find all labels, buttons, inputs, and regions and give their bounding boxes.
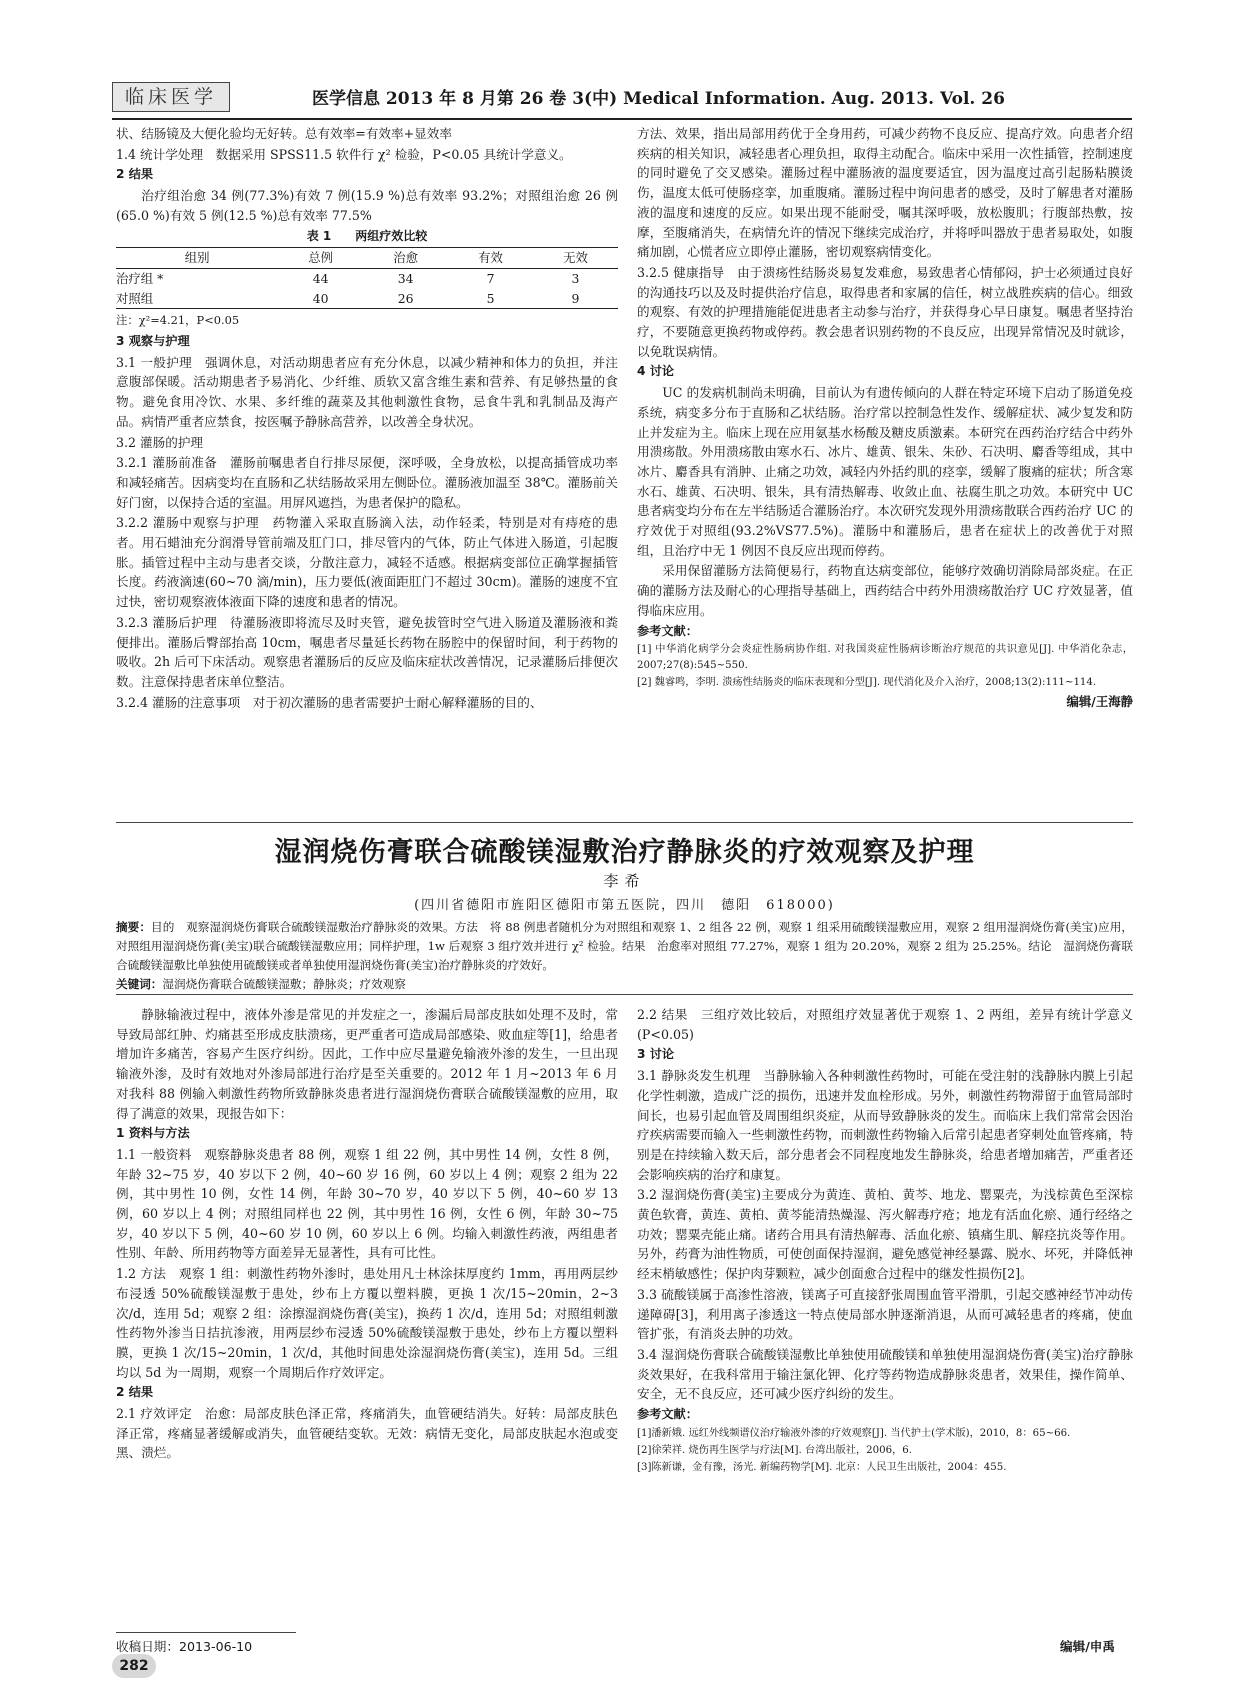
reference-item: [1]潘新娥. 远红外线频谱仪治疗输液外渗的疗效观察[J]. 当代护士(学术版)，2010，8：65~66. <box>637 1427 1071 1439</box>
table-row <box>116 268 618 288</box>
article2-column-right <box>637 1005 1133 1477</box>
paragraph-stats: 1.4 统计学处理 数据采用 SPSS11.5 软件行 χ² 检验，P<0.05 具统计学意义。 <box>116 146 572 162</box>
section-heading-discussion: 3 讨论 <box>637 1047 675 1062</box>
section-heading-results: 2 结果 <box>116 1385 154 1400</box>
editor-credit: 编辑/申禹 <box>1060 1639 1115 1654</box>
article-title: 湿润烧伤膏联合硫酸镁湿敷治疗静脉炎的疗效观察及护理 <box>274 837 975 868</box>
paragraph-3-2-2: 3.2.2 灌肠中观察与护理 药物灌入采取直肠滴入法，动作轻柔，特别是对有痔疮的患者。用石蜡油充分润滑导管前端及肛门口，排尽管内的气体，防止气体进入肠道，引起腹胀。插管过程中主动与患者交谈，分散注意力，减轻不适感。根据病变部位正确掌握插管长度。药液滴速(60~70 滴/min)，压力要低(液面距肛门不超过 30cm)。灌肠的速度不宜过快，密切观察液体液面下降的速度和患者的情况。 <box>116 515 618 610</box>
journal-citation: 医学信息 2013 年 8 月第 26 卷 3(中) Medical Information. Aug. 2013. Vol. 26 <box>312 89 1005 109</box>
paragraph-intro: 静脉输液过程中，液体外渗是常见的并发症之一，渗漏后局部皮肤如处理不及时，常导致局部红肿、灼痛甚至形成皮肤溃疡，更严重者可造成局部感染、败血症等[1]，给患者增加许多痛苦，容易产生医疗纠纷。因此，工作中应尽量避免输液外渗的发生，一旦出现输液外渗，及时有效地对外渗局部进行治疗是至关重要的。2012 年 1 月~2013 年 6 月对我科 88 例输入刺激性药物所致静脉炎患者进行湿润烧伤膏联合硫酸镁湿敷的应用，取得了满意的效果，现报告如下： <box>116 1007 618 1121</box>
section-heading-discussion: 4 讨论 <box>637 364 675 379</box>
paragraph-3-2: 3.2 湿润烧伤膏(美宝)主要成分为黄连、黄柏、黄芩、地龙、罂粟壳，为浅棕黄色至深棕黄色软膏，黄连、黄柏、黄芩能清热燥湿、泻火解毒疗疮；地龙有活血化瘀、通行经络之功效；罂粟壳能止痛。诸药合用具有清热解毒、活血化瘀、镇痛生肌、解痉抗炎等作用。另外，药膏为油性物质，可使创面保持湿润，避免感觉神经暴露、脱水、坏死，并降低神经末梢敏感性；保护肉芽颗粒，减少创面愈合过程中的继发性损伤[2]。 <box>637 1187 1133 1282</box>
table-row <box>116 289 618 309</box>
references-title: 参考文献： <box>637 623 698 638</box>
abstract-block <box>116 918 1133 994</box>
table-cell: 对照组 <box>116 289 278 309</box>
paragraph-3-1: 3.1 静脉炎发生机理 当静脉输入各种刺激性药物时，可能在受注射的浅静脉内膜上引起化学性刺激，造成广泛的损伤，迅速并发血栓形成。另外，刺激性药物滞留于血管局部时间长，也易引起血管及周围组织炎症，从而导致静脉炎的发生。而临床上我们常常会因治疗疾病需要而输入一些刺激性药物，而刺激性药物输入后常引起患者穿刺处血管疼痛，特别是在持续输入数天后，部分患者会不同程度地发生静脉炎，给患者增加痛苦，严重者还会影响疾病的治疗和康复。 <box>637 1068 1133 1182</box>
paragraph-3-3: 3.3 硫酸镁属于高渗性溶液，镁离子可直接舒张周围血管平滑肌，引起交感神经节冲动传递障碍[3]，利用离子渗透这一特点使局部水肿逐渐消退，从而可减轻患者的疼痛，使血管扩张，有消炎去肿的功效。 <box>637 1286 1133 1342</box>
divider <box>116 994 1133 995</box>
paragraph-2-2: 2.2 结果 三组疗效比较后，对照组疗效显著优于观察 1、2 两组，差异有统计学意义(P<0.05) <box>637 1007 1133 1042</box>
table-cell: 5 <box>448 289 533 309</box>
keywords-text: 湿润烧伤膏联合硫酸镁湿敷；静脉炎；疗效观察 <box>162 977 406 991</box>
subheading-3-2: 3.2 灌肠的护理 <box>116 434 204 450</box>
section-heading-observation: 3 观察与护理 <box>116 334 190 349</box>
reference-item: [2]徐荣祥. 烧伤再生医学与疗法[M]. 台湾出版社，2006，6. <box>637 1444 912 1456</box>
article1-column-left <box>116 124 618 713</box>
table-header-cell: 有效 <box>448 248 533 269</box>
table-cell: 44 <box>312 270 329 286</box>
editor-credit: 编辑/王海静 <box>1066 694 1133 710</box>
paragraph-results: 治疗组治愈 34 例(77.3%)有效 7 例(15.9 %)总有效率 93.2%；对照组治愈 26 例(65.0 %)有效 5 例(12.5 %)总有效率 77.5% <box>116 188 618 223</box>
table-cell: 34 <box>397 270 414 286</box>
article-author: 李希 <box>603 872 646 890</box>
table-cell: 7 <box>486 270 495 286</box>
paragraph-3-2-4: 3.2.4 灌肠的注意事项 对于初次灌肠的患者需要护士耐心解释灌肠的目的、 <box>116 694 543 710</box>
divider <box>116 822 1133 823</box>
paragraph-discussion: UC 的发病机制尚未明确，目前认为有遗传倾向的人群在特定环境下启动了肠道免疫系统，病变多分布于直肠和乙状结肠。治疗常以控制急性发作、缓解症状、减少复发和防止并发症为主。临床上现在应用氨基水杨酸及糖皮质激素。本研究在西药治疗结合中药外用溃疡散。外用溃疡散由寒水石、冰片、雄黄、银朱、朱砂、石决明、麝香等组成，其中冰片、麝香具有消肿、止痛之功效，减轻内外括约肌的痉挛，缓解了腹痛的症状；所含寒水石、雄黄、石决明、银朱，具有清热解毒、收敛止血、祛腐生肌之功效。本研究中 UC 患者病变均分布在左半结肠适合灌肠治疗。本次研究发现外用溃疡散联合西药治疗 UC 的疗效优于对照组(93.2%VS77.5%)。灌肠中和灌肠后，患者在症状上的改善优于对照组，且治疗中无 1 例因不良反应出现而停药。 <box>637 385 1133 558</box>
article2-column-left <box>116 1005 618 1464</box>
references-title: 参考文献： <box>637 1407 698 1422</box>
paragraph-continued: 方法、效果，指出局部用药优于全身用药，可减少药物不良反应、提高疗效。向患者介绍疾病的相关知识，减轻患者心理负担，取得主动配合。临床中采用一次性插管，控制速度的同时避免了交叉感染。灌肠过程中灌肠液的温度要适宜，因为温度过高引起肠粘膜烫伤，温度太低可使肠痉挛，加重腹痛。灌肠过程中询问患者的感受，及时了解患者对灌肠液的温度和速度的反应。如果出现不能耐受，嘱其深呼吸，放松腹肌；行腹部热敷，按摩，至腹痛消失，在病情允许的情况下继续完成治疗，并将呼叫器放于患者易取处，如腹痛加剧，心慌者应立即停止灌肠，密切观察病情变化。 <box>637 126 1133 260</box>
reference-item: [2] 魏睿鸣，李明. 溃疡性结肠炎的临床表现和分型[J]. 现代消化及介入治疗，2008;13(2):111~114. <box>637 677 1097 689</box>
page-number: 282 <box>112 1654 156 1678</box>
author-affiliation: (四川省德阳市旌阳区德阳市第五医院，四川 德阳 618000) <box>414 898 835 913</box>
reference-item: [1] 中华消化病学分会炎症性肠病协作组. 对我国炎症性肠病诊断治疗规范的共识意见[J]. 中华消化杂志，2007;27(8):545~550. <box>637 644 1133 672</box>
reference-item: [3]陈新谦，金有豫，汤光. 新编药物学[M]. 北京：人民卫生出版社，2004：455. <box>637 1461 1007 1473</box>
table-cell: 9 <box>533 289 618 309</box>
table-cell: 40 <box>278 289 363 309</box>
section-heading-methods: 1 资料与方法 <box>116 1126 190 1141</box>
received-date: 收稿日期：2013-06-10 <box>116 1639 253 1654</box>
section-heading-results: 2 结果 <box>116 167 154 182</box>
table-caption: 表 1 两组疗效比较 <box>306 228 428 243</box>
paragraph-2-1: 2.1 疗效评定 治愈：局部皮肤色泽正常，疼痛消失，血管硬结消失。好转：局部皮肤色泽正常，疼痛显著缓解或消失，血管硬结变软。无效：病情无变化，局部皮肤起水泡或变黑、溃烂。 <box>116 1406 618 1461</box>
paragraph-3-1: 3.1 一般护理 强调休息，对活动期患者应有充分休息，以减少精神和体力的负担，并注意腹部保暖。活动期患者予易消化、少纤维、质软又富含维生素和营养、有足够热量的食物。避免食用冷饮、水果、多纤维的蔬菜及其他刺激性食物，忌食牛乳和乳制品及海产品。病情严重者应禁食，按医嘱予静脉高营养，以改善全身状况。 <box>116 354 618 429</box>
table-cell: 治疗组 * <box>116 270 164 286</box>
abstract-label: 摘要： <box>116 920 152 934</box>
paragraph: 状、结肠镜及大便化验均无好转。总有效率=有效率+显效率 <box>116 126 452 141</box>
table-header-cell: 无效 <box>533 248 618 269</box>
keywords-label: 关键词： <box>116 977 163 991</box>
abstract-text: 目的 观察湿润烧伤膏联合硫酸镁湿敷治疗静脉炎的效果。方法 将 88 例患者随机分为对照组和观察 1、2 组各 22 例，观察 1 组采用硫酸镁湿敷应用，观察 2 组用湿润烧伤膏(美宝)应用，对照组用湿润烧伤膏(美宝)联合硫酸镁湿敷应用；同样护理，1w 后观察 3 组疗效并进行 χ² 检验。结果 治愈率对照组 77.27%，观察 1 组为 20.20%，观察 2 组为 25.25%。结论 湿润烧伤膏联合硫酸镁湿敷比单独使用硫酸镁或者单独使用湿润烧伤膏(美宝)治疗静脉炎的疗效好。 <box>116 920 1133 972</box>
section-tag: 临床医学 <box>112 82 230 112</box>
paragraph-3-2-3: 3.2.3 灌肠后护理 待灌肠液即将流尽及时夹管，避免拔管时空气进入肠道及灌肠液和粪便排出。灌肠后臀部抬高 10cm，嘱患者尽量延长药物在肠腔中的保留时间，利于药物的吸收。2h 后可下床活动。观察患者灌肠后的反应及临床症状改善情况，记录灌肠后排便次数。注意保持患者床单位整洁。 <box>116 614 618 689</box>
paragraph-3-4: 3.4 湿润烧伤膏联合硫酸镁湿敷比单独使用硫酸镁和单独使用湿润烧伤膏(美宝)治疗静脉炎效果好，在我科常用于输注氯化钾、化疗等药物造成静脉炎患者，效果佳，操作简单、安全，无不良反应，还可减少医疗纠纷的发生。 <box>637 1346 1133 1402</box>
page-header <box>112 78 1132 120</box>
table-cell: 3 <box>571 270 580 286</box>
paragraph-1-2: 1.2 方法 观察 1 组：刺激性药物外渗时，患处用凡士林涂抹厚度约 1mm，再用两层纱布浸透 50%硫酸镁湿敷于患处，纱布上方覆以塑料膜，更换 1 次/15~20min，2~3 次/d，连用 5d；观察 2 组：涂擦湿润烧伤膏(美宝)，换药 1 次/d，连用 5d；对照组刺激性药物外渗当日拮抗渗液，用两层纱布浸透 50%硫酸镁湿敷于患处，纱布上方覆以塑料膜，更换 1 次/15~20min，1 次/d，其他时间患处涂湿润烧伤膏(美宝)，连用 5d。三组均以 5d 为一周期，观察一个周期后作疗效评定。 <box>116 1266 618 1380</box>
table-header-cell: 治愈 <box>363 248 448 269</box>
paragraph-3-2-5: 3.2.5 健康指导 由于溃疡性结肠炎易复发难愈，易致患者心情郁闷，护士必须通过良好的沟通技巧以及及时提供治疗信息，取得患者和家属的信任，树立战胜疾病的信心。细致的观察、有效的护理措施能促进患者主动参与治疗，并获得身心早日康复。嘱患者坚持治疗，不要随意更换药物或停药。教会患者识别药物的不良反应，出现异常情况及时就诊，以免耽误病情。 <box>637 264 1133 359</box>
table-header-cell: 总例 <box>278 248 363 269</box>
paragraph-conclusion: 采用保留灌肠方法简便易行，药物直达病变部位，能够疗效确切消除局部炎症。在正确的灌肠方法及耐心的心理指导基础上，西药结合中药外用溃疡散治疗 UC 疗效显著，值得临床应用。 <box>637 563 1133 618</box>
paragraph-3-2-1: 3.2.1 灌肠前准备 灌肠前嘱患者自行排尽尿便，深呼吸，全身放松，以提高插管成功率和减轻痛苦。因病变均在直肠和乙状结肠故采用左侧卧位。灌肠液加温至 38℃。灌肠前关好门窗，以保持合适的室温。用屏风遮挡，为患者保护的隐私。 <box>116 455 618 510</box>
table-header-cell: 组别 <box>116 248 278 269</box>
footer-divider <box>116 1632 296 1633</box>
table-cell: 26 <box>363 289 448 309</box>
table-header-row <box>116 248 618 269</box>
efficacy-table <box>116 247 618 309</box>
paragraph-1-1: 1.1 一般资料 观察静脉炎患者 88 例，观察 1 组 22 例，其中男性 14 例，女性 8 例，年龄 32~75 岁，40 岁以下 2 例，40~60 岁 16 例，60 岁以上 4 例；观察 2 组为 22 例，其中男性 10 例，女性 14 例，年龄 30~70 岁，40 岁以下 5 例，40~60 岁 13 例，60 岁以上 4 例；对照组同样也 22 例，其中男性 16 例，女性 6 例，年龄 30~75 岁，40 岁以下 5 例，40~60 岁 10 例，60 岁以上 6 例。均输入刺激性药液，两组患者性别、年龄、所用药物等方面差异无显著性，具有可比性。 <box>116 1146 618 1261</box>
article1-column-right <box>637 124 1133 712</box>
table-note: 注：χ²=4.21，P<0.05 <box>116 313 240 328</box>
